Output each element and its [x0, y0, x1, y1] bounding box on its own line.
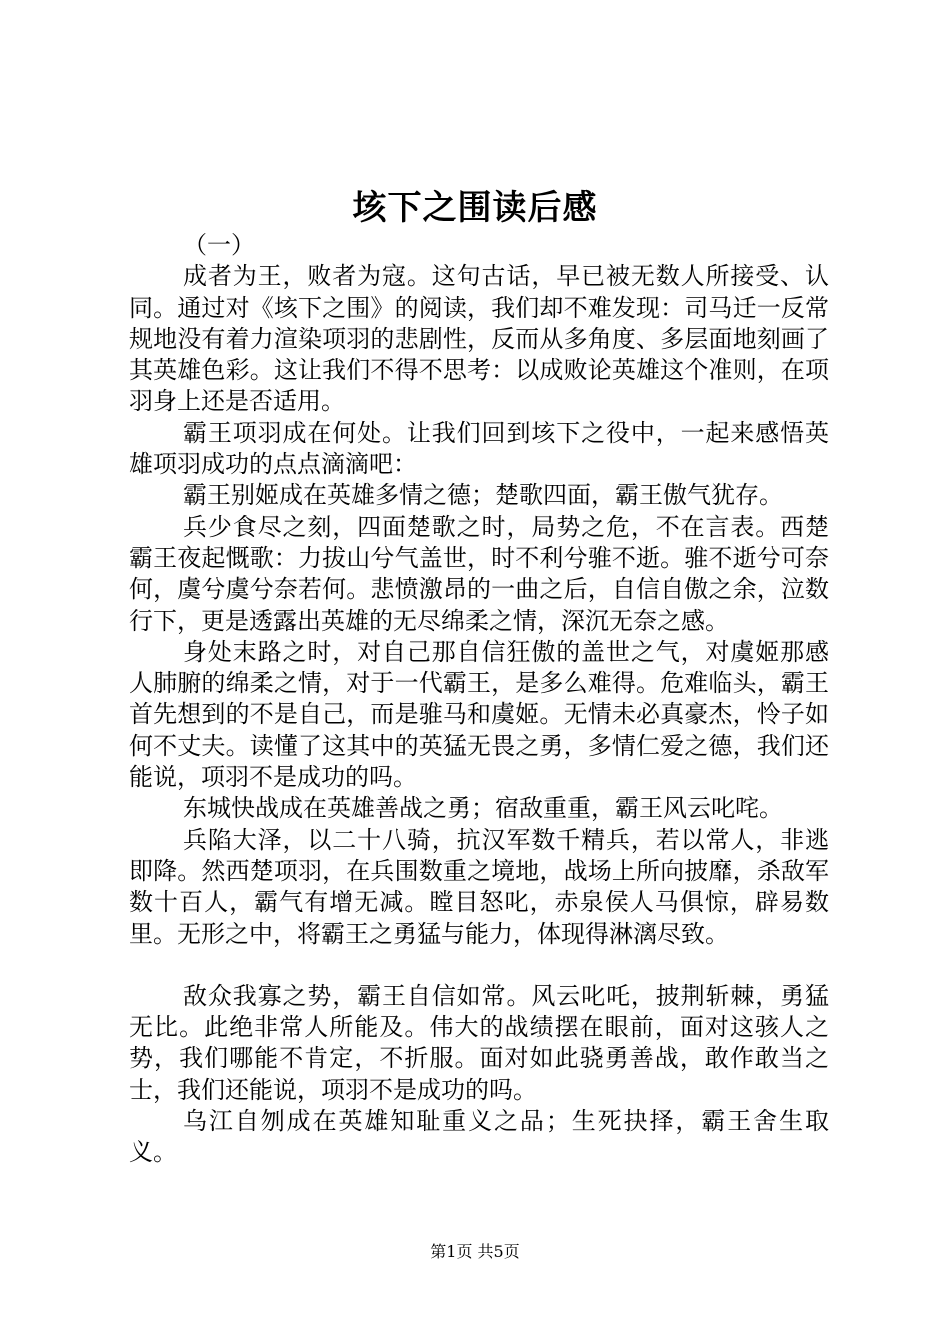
paragraph-7: 兵陷大泽，以二十八骑，抗汉军数千精兵，若以常人，非逃即降。然西楚项羽，在兵围数重之境地，战场上所向披靡，杀敌军数十百人，霸气有增无减。瞠目怒叱，赤泉侯人马俱惊，辟易数里。无形之中，将霸王之勇猛与能力，体现得淋漓尽致。 — [129, 825, 829, 948]
paragraph-5: 身处末路之时，对自己那自信狂傲的盖世之气，对虞姬那感人肺腑的绵柔之情，对于一代霸王，是多么难得。危难临头，霸王首先想到的不是自己，而是骓马和虞姬。无情未必真豪杰，怜子如何不丈夫。读懂了这其中的英猛无畏之勇，多情仁爱之德，我们还能说，项羽不是成功的吗。 — [129, 637, 829, 792]
document-title: 垓下之围读后感 — [352, 188, 598, 228]
paragraph-1: 成者为王，败者为寇。这句古话，早已被无数人所接受、认同。通过对《垓下之围》的阅读，我们却不难发现：司马迁一反常规地没有着力渲染项羽的悲剧性，反而从多角度、多层面地刻画了其英雄色彩。这让我们不得不思考：以成败论英雄这个准则，在项羽身上还是否适用。 — [129, 262, 829, 416]
paragraph-2: 霸王项羽成在何处。让我们回到垓下之役中，一起来感悟英雄项羽成功的点点滴滴吧： — [129, 418, 829, 479]
paragraph-4: 兵少食尽之刻，四面楚歌之时，局势之危，不在言表。西楚霸王夜起慨歌：力拔山兮气盖世，时不利兮骓不逝。骓不逝兮可奈何，虞兮虞兮奈若何。悲愤激昂的一曲之后，自信自傲之余，泣数行下，更是透露出英雄的无尽绵柔之情，深沉无奈之感。 — [129, 512, 829, 635]
paragraph-spacer — [129, 950, 829, 981]
paragraph-6: 东城快战成在英雄善战之勇；宿敌重重，霸王风云叱咤。 — [183, 794, 783, 823]
page-footer: 第1页 共5页 — [430, 1242, 520, 1261]
paragraph-9: 乌江自刎成在英雄知耻重义之品；生死抉择，霸王舍生取义。 — [129, 1107, 829, 1167]
paragraph-8: 敌众我寡之势，霸王自信如常。风云叱吒，披荆斩棘，勇猛无比。此绝非常人所能及。伟大的战绩摆在眼前，面对这骇人之势，我们哪能不肯定，不折服。面对如此骁勇善战，敢作敢当之士，我们还能说，项羽不是成功的吗。 — [129, 981, 829, 1104]
paragraph-3: 霸王别姬成在英雄多情之德；楚歌四面，霸王傲气犹存。 — [183, 481, 783, 510]
section-mark: （一） — [183, 231, 255, 259]
document-body — [129, 230, 829, 1169]
